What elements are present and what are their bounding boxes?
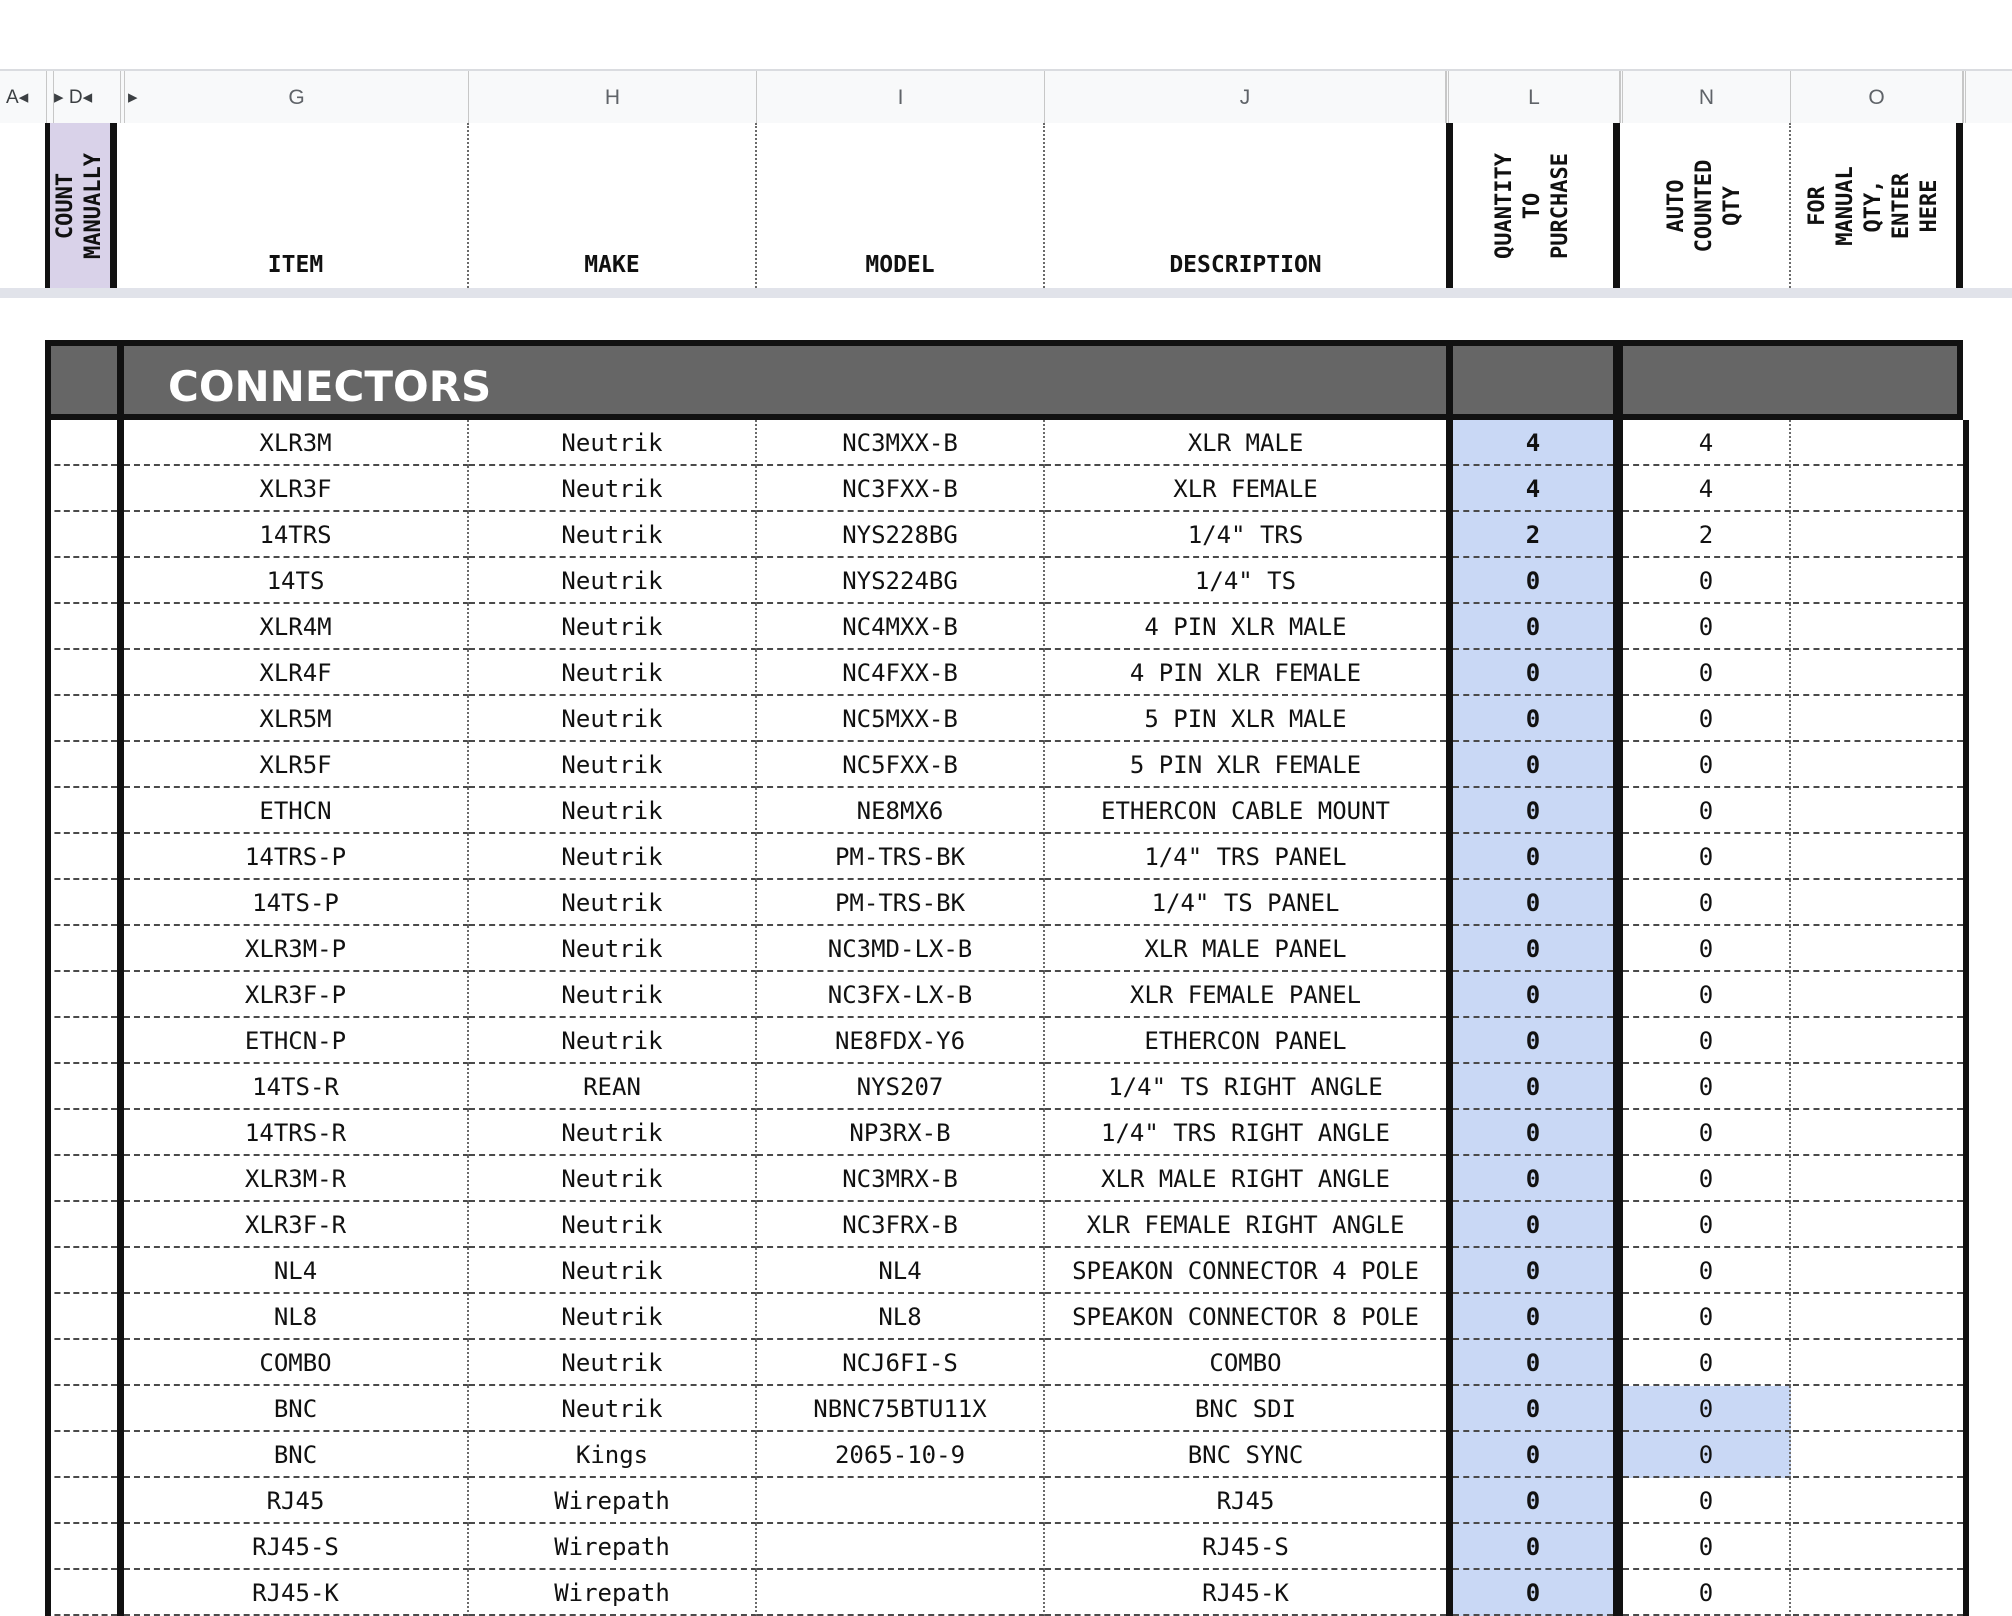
item-cell[interactable]: XLR4F	[124, 650, 469, 696]
quantity-to-purchase-cell[interactable]: 0	[1453, 1064, 1613, 1110]
make-cell[interactable]: Neutrik	[469, 834, 757, 880]
count-manually-cell[interactable]	[45, 788, 117, 834]
make-cell[interactable]: REAN	[469, 1064, 757, 1110]
quantity-to-purchase-cell[interactable]: 4	[1453, 420, 1613, 466]
auto-counted-qty-cell[interactable]: 0	[1623, 1432, 1791, 1478]
expand-right-icon[interactable]: ▸	[128, 87, 138, 108]
quantity-to-purchase-cell[interactable]: 0	[1453, 650, 1613, 696]
model-cell[interactable]: NC3MXX-B	[757, 420, 1045, 466]
description-cell[interactable]: XLR MALE PANEL	[1045, 926, 1446, 972]
item-cell[interactable]: RJ45-S	[124, 1524, 469, 1570]
make-cell[interactable]: Neutrik	[469, 880, 757, 926]
manual-qty-cell[interactable]	[1793, 1432, 1963, 1478]
manual-qty-cell[interactable]	[1793, 742, 1963, 788]
model-cell[interactable]: NL8	[757, 1294, 1045, 1340]
auto-counted-qty-cell[interactable]: 0	[1623, 1064, 1791, 1110]
auto-counted-qty-cell[interactable]: 0	[1623, 650, 1791, 696]
item-cell[interactable]: XLR3F-R	[124, 1202, 469, 1248]
column-border	[1446, 420, 1453, 1616]
auto-counted-qty-cell[interactable]: 0	[1623, 972, 1791, 1018]
auto-counted-qty-cell[interactable]: 0	[1623, 1386, 1791, 1432]
description-cell[interactable]: BNC SDI	[1045, 1386, 1446, 1432]
count-manually-cell[interactable]	[45, 604, 117, 650]
auto-counted-qty-cell[interactable]: 0	[1623, 604, 1791, 650]
make-header[interactable]: MAKE	[469, 123, 757, 288]
table-row	[0, 420, 2012, 466]
description-cell[interactable]: RJ45-K	[1045, 1570, 1446, 1616]
manual-qty-cell[interactable]	[1793, 466, 1963, 512]
divider	[1446, 340, 1453, 420]
model-cell[interactable]: NC4MXX-B	[757, 604, 1045, 650]
make-cell[interactable]: Kings	[469, 1432, 757, 1478]
description-cell[interactable]: SPEAKON CONNECTOR 4 POLE	[1045, 1248, 1446, 1294]
column-group-a[interactable]: A◂	[6, 87, 29, 108]
section-title: CONNECTORS	[168, 362, 492, 411]
column-border	[1613, 420, 1623, 1616]
model-cell[interactable]: NP3RX-B	[757, 1110, 1045, 1156]
table-row	[0, 696, 2012, 742]
make-cell[interactable]: Neutrik	[469, 512, 757, 558]
quantity-to-purchase-cell[interactable]: 0	[1453, 1294, 1613, 1340]
auto-counted-qty-cell[interactable]: 0	[1623, 788, 1791, 834]
table-row	[0, 1432, 2012, 1478]
count-manually-cell[interactable]	[45, 558, 117, 604]
table-row	[0, 1478, 2012, 1524]
make-cell[interactable]: Neutrik	[469, 926, 757, 972]
description-cell[interactable]: 1/4" TS PANEL	[1045, 880, 1446, 926]
manual-qty-cell[interactable]	[1793, 1570, 1963, 1616]
item-cell[interactable]: NL8	[124, 1294, 469, 1340]
manual-qty-cell[interactable]	[1793, 1248, 1963, 1294]
make-cell[interactable]: Neutrik	[469, 788, 757, 834]
model-cell[interactable]: NC3FRX-B	[757, 1202, 1045, 1248]
model-cell[interactable]: NYS224BG	[757, 558, 1045, 604]
make-cell[interactable]: Wirepath	[469, 1478, 757, 1524]
count-manually-cell[interactable]	[45, 1294, 117, 1340]
make-cell[interactable]: Neutrik	[469, 1294, 757, 1340]
manual-qty-header[interactable]: FOR MANUAL QTY, ENTER HERE	[1791, 123, 1963, 288]
auto-counted-qty-cell[interactable]: 4	[1623, 466, 1791, 512]
column-header-i[interactable]: I	[757, 71, 1045, 124]
manual-qty-cell[interactable]	[1793, 1018, 1963, 1064]
count-manually-cell[interactable]	[45, 972, 117, 1018]
auto-counted-qty-cell[interactable]: 0	[1623, 1248, 1791, 1294]
item-cell[interactable]: XLR3M	[124, 420, 469, 466]
make-cell[interactable]: Neutrik	[469, 696, 757, 742]
quantity-to-purchase-cell[interactable]: 0	[1453, 696, 1613, 742]
manual-qty-cell[interactable]	[1793, 420, 1963, 466]
quantity-to-purchase-cell[interactable]: 0	[1453, 1478, 1613, 1524]
quantity-to-purchase-cell[interactable]: 0	[1453, 1202, 1613, 1248]
item-cell[interactable]: COMBO	[124, 1340, 469, 1386]
model-header[interactable]: MODEL	[757, 123, 1045, 288]
column-border	[117, 420, 124, 1616]
auto-counted-qty-header[interactable]: AUTO COUNTED QTY	[1620, 123, 1791, 288]
count-manually-cell[interactable]	[45, 1202, 117, 1248]
manual-qty-cell[interactable]	[1793, 880, 1963, 926]
table-row	[0, 604, 2012, 650]
divider	[117, 340, 124, 420]
item-cell[interactable]: 14TS	[124, 558, 469, 604]
quantity-to-purchase-cell[interactable]: 0	[1453, 1156, 1613, 1202]
description-cell[interactable]: XLR FEMALE RIGHT ANGLE	[1045, 1202, 1446, 1248]
description-cell[interactable]: RJ45-S	[1045, 1524, 1446, 1570]
column-header-n[interactable]: N	[1620, 71, 1791, 124]
make-cell[interactable]: Neutrik	[469, 742, 757, 788]
count-manually-cell[interactable]	[45, 926, 117, 972]
manual-qty-cell[interactable]	[1793, 1478, 1963, 1524]
table-row	[0, 1248, 2012, 1294]
manual-qty-cell[interactable]	[1793, 558, 1963, 604]
frozen-row-divider	[0, 288, 2012, 298]
description-cell[interactable]: 1/4" TRS RIGHT ANGLE	[1045, 1110, 1446, 1156]
model-cell[interactable]: NC3FX-LX-B	[757, 972, 1045, 1018]
quantity-to-purchase-cell[interactable]: 0	[1453, 1386, 1613, 1432]
item-cell[interactable]: XLR5F	[124, 742, 469, 788]
auto-counted-qty-cell[interactable]: 0	[1623, 1570, 1791, 1616]
quantity-to-purchase-cell[interactable]: 0	[1453, 972, 1613, 1018]
item-cell[interactable]: XLR3F-P	[124, 972, 469, 1018]
table-row	[0, 1386, 2012, 1432]
description-cell[interactable]: SPEAKON CONNECTOR 8 POLE	[1045, 1294, 1446, 1340]
table-row	[0, 558, 2012, 604]
manual-qty-cell[interactable]	[1793, 1064, 1963, 1110]
description-cell[interactable]: 1/4" TRS	[1045, 512, 1446, 558]
quantity-to-purchase-header[interactable]: QUANTITY TO PURCHASE	[1446, 123, 1620, 288]
make-cell[interactable]: Neutrik	[469, 1018, 757, 1064]
count-manually-cell[interactable]	[45, 650, 117, 696]
column-divider	[46, 71, 54, 124]
make-cell[interactable]: Neutrik	[469, 972, 757, 1018]
item-cell[interactable]: RJ45	[124, 1478, 469, 1524]
description-cell[interactable]: BNC SYNC	[1045, 1432, 1446, 1478]
description-cell[interactable]: ETHERCON CABLE MOUNT	[1045, 788, 1446, 834]
quantity-to-purchase-cell[interactable]: 0	[1453, 1110, 1613, 1156]
make-cell[interactable]: Neutrik	[469, 1248, 757, 1294]
auto-counted-qty-cell[interactable]: 2	[1623, 512, 1791, 558]
count-manually-cell[interactable]	[45, 1248, 117, 1294]
quantity-to-purchase-cell[interactable]: 4	[1453, 466, 1613, 512]
item-cell[interactable]: 14TRS-P	[124, 834, 469, 880]
table-row	[0, 742, 2012, 788]
item-cell[interactable]: XLR4M	[124, 604, 469, 650]
quantity-to-purchase-cell[interactable]: 2	[1453, 512, 1613, 558]
table-row	[0, 1156, 2012, 1202]
divider	[1613, 340, 1623, 420]
count-manually-cell[interactable]	[45, 1570, 117, 1616]
item-cell[interactable]: NL4	[124, 1248, 469, 1294]
count-manually-cell[interactable]	[45, 1064, 117, 1110]
model-cell[interactable]: NC5MXX-B	[757, 696, 1045, 742]
model-cell[interactable]: NBNC75BTU11X	[757, 1386, 1045, 1432]
table-row	[0, 1202, 2012, 1248]
make-cell[interactable]: Neutrik	[469, 604, 757, 650]
model-cell[interactable]: NYS228BG	[757, 512, 1045, 558]
make-cell[interactable]: Neutrik	[469, 1110, 757, 1156]
model-cell[interactable]: NL4	[757, 1248, 1045, 1294]
manual-qty-cell[interactable]	[1793, 512, 1963, 558]
count-manually-cell[interactable]	[45, 1340, 117, 1386]
connectors-table	[0, 340, 2012, 1607]
column-header-j[interactable]: J	[1045, 71, 1446, 124]
description-cell[interactable]: 4 PIN XLR MALE	[1045, 604, 1446, 650]
quantity-to-purchase-cell[interactable]: 0	[1453, 1018, 1613, 1064]
description-cell[interactable]: XLR FEMALE	[1045, 466, 1446, 512]
description-cell[interactable]: XLR FEMALE PANEL	[1045, 972, 1446, 1018]
quantity-to-purchase-cell[interactable]: 0	[1453, 1248, 1613, 1294]
count-manually-cell[interactable]	[45, 1524, 117, 1570]
count-manually-cell[interactable]	[45, 1018, 117, 1064]
model-cell[interactable]: NE8MX6	[757, 788, 1045, 834]
expand-right-icon[interactable]: ▸	[54, 87, 64, 108]
count-manually-header[interactable]: COUNT MANUALLY	[45, 123, 117, 288]
make-cell[interactable]: Neutrik	[469, 1386, 757, 1432]
make-cell[interactable]: Neutrik	[469, 420, 757, 466]
quantity-to-purchase-cell[interactable]: 0	[1453, 1570, 1613, 1616]
manual-qty-cell[interactable]	[1793, 1294, 1963, 1340]
auto-counted-qty-cell[interactable]: 0	[1623, 1340, 1791, 1386]
table-row	[0, 512, 2012, 558]
quantity-to-purchase-cell[interactable]: 0	[1453, 1432, 1613, 1478]
model-cell[interactable]: NCJ6FI-S	[757, 1340, 1045, 1386]
item-header[interactable]: ITEM	[124, 123, 469, 288]
description-cell[interactable]: 1/4" TS RIGHT ANGLE	[1045, 1064, 1446, 1110]
count-manually-cell[interactable]	[45, 742, 117, 788]
model-cell[interactable]: PM-TRS-BK	[757, 880, 1045, 926]
count-manually-cell[interactable]	[45, 834, 117, 880]
column-header-o[interactable]: O	[1791, 71, 1963, 124]
manual-qty-cell[interactable]	[1793, 834, 1963, 880]
item-cell[interactable]: 14TS-R	[124, 1064, 469, 1110]
table-row	[0, 1340, 2012, 1386]
make-cell[interactable]: Neutrik	[469, 650, 757, 696]
model-cell[interactable]	[757, 1478, 1045, 1524]
description-cell[interactable]: 5 PIN XLR FEMALE	[1045, 742, 1446, 788]
make-cell[interactable]: Neutrik	[469, 1202, 757, 1248]
manual-qty-cell[interactable]	[1793, 650, 1963, 696]
column-header-g[interactable]: G	[124, 71, 469, 124]
description-cell[interactable]: XLR MALE	[1045, 420, 1446, 466]
description-cell[interactable]: COMBO	[1045, 1340, 1446, 1386]
manual-qty-cell[interactable]	[1793, 1156, 1963, 1202]
table-row	[0, 650, 2012, 696]
auto-counted-qty-cell[interactable]: 0	[1623, 1018, 1791, 1064]
auto-counted-qty-cell[interactable]: 0	[1623, 558, 1791, 604]
model-cell[interactable]: 2065-10-9	[757, 1432, 1045, 1478]
count-manually-cell[interactable]	[45, 1432, 117, 1478]
description-cell[interactable]: XLR MALE RIGHT ANGLE	[1045, 1156, 1446, 1202]
manual-qty-cell[interactable]	[1793, 788, 1963, 834]
manual-qty-cell[interactable]	[1793, 604, 1963, 650]
quantity-to-purchase-cell[interactable]: 0	[1453, 880, 1613, 926]
make-cell[interactable]: Neutrik	[469, 466, 757, 512]
item-cell[interactable]: ETHCN-P	[124, 1018, 469, 1064]
table-row	[0, 1570, 2012, 1616]
table-row	[0, 466, 2012, 512]
item-cell[interactable]: XLR3M-R	[124, 1156, 469, 1202]
item-cell[interactable]: 14TRS	[124, 512, 469, 558]
make-cell[interactable]: Wirepath	[469, 1524, 757, 1570]
table-row	[0, 788, 2012, 834]
collapse-left-icon[interactable]: ◂	[82, 87, 93, 108]
description-cell[interactable]: ETHERCON PANEL	[1045, 1018, 1446, 1064]
model-cell[interactable]: PM-TRS-BK	[757, 834, 1045, 880]
count-manually-cell[interactable]	[45, 512, 117, 558]
count-manually-cell[interactable]	[45, 696, 117, 742]
column-border	[45, 420, 51, 1616]
quantity-to-purchase-cell[interactable]: 0	[1453, 788, 1613, 834]
quantity-to-purchase-cell[interactable]: 0	[1453, 558, 1613, 604]
auto-counted-qty-cell[interactable]: 4	[1623, 420, 1791, 466]
model-cell[interactable]	[757, 1524, 1045, 1570]
item-cell[interactable]: RJ45-K	[124, 1570, 469, 1616]
model-cell[interactable]: NC5FXX-B	[757, 742, 1045, 788]
item-cell[interactable]: XLR3M-P	[124, 926, 469, 972]
description-cell[interactable]: 5 PIN XLR MALE	[1045, 696, 1446, 742]
table-row	[0, 926, 2012, 972]
item-cell[interactable]: 14TS-P	[124, 880, 469, 926]
quantity-to-purchase-cell[interactable]: 0	[1453, 604, 1613, 650]
quantity-to-purchase-cell[interactable]: 0	[1453, 742, 1613, 788]
manual-qty-cell[interactable]	[1793, 1202, 1963, 1248]
count-manually-cell[interactable]	[45, 466, 117, 512]
manual-qty-cell[interactable]	[1793, 1340, 1963, 1386]
column-border	[1963, 420, 1969, 1616]
model-cell[interactable]	[757, 1570, 1045, 1616]
item-cell[interactable]: 14TRS-R	[124, 1110, 469, 1156]
quantity-to-purchase-cell[interactable]: 0	[1453, 1524, 1613, 1570]
description-cell[interactable]: 1/4" TS	[1045, 558, 1446, 604]
manual-qty-cell[interactable]	[1793, 696, 1963, 742]
manual-qty-cell[interactable]	[1793, 926, 1963, 972]
description-header[interactable]: DESCRIPTION	[1169, 252, 1322, 278]
collapse-left-icon[interactable]: ◂	[18, 87, 29, 108]
item-cell[interactable]: XLR3F	[124, 466, 469, 512]
auto-counted-qty-cell[interactable]: 0	[1623, 696, 1791, 742]
count-manually-cell[interactable]	[45, 1478, 117, 1524]
count-manually-cell[interactable]	[45, 1110, 117, 1156]
column-header-next[interactable]	[1963, 71, 2012, 124]
model-cell[interactable]: NC3MRX-B	[757, 1156, 1045, 1202]
auto-counted-qty-cell[interactable]: 0	[1623, 1478, 1791, 1524]
column-header-l[interactable]: L	[1446, 71, 1620, 124]
count-manually-cell[interactable]	[45, 420, 117, 466]
auto-counted-qty-cell[interactable]: 0	[1623, 1202, 1791, 1248]
manual-qty-cell[interactable]	[1793, 1524, 1963, 1570]
model-cell[interactable]: NC3FXX-B	[757, 466, 1045, 512]
description-cell[interactable]: RJ45	[1045, 1478, 1446, 1524]
auto-counted-qty-cell[interactable]: 0	[1623, 880, 1791, 926]
count-manually-cell[interactable]	[45, 1386, 117, 1432]
model-cell[interactable]: NE8FDX-Y6	[757, 1018, 1045, 1064]
description-cell[interactable]: 4 PIN XLR FEMALE	[1045, 650, 1446, 696]
header-row	[0, 123, 2012, 288]
manual-qty-cell[interactable]	[1793, 1110, 1963, 1156]
auto-counted-qty-cell[interactable]: 0	[1623, 1110, 1791, 1156]
description-cell[interactable]: 1/4" TRS PANEL	[1045, 834, 1446, 880]
column-header-bar	[0, 69, 2012, 125]
auto-counted-qty-cell[interactable]: 0	[1623, 1294, 1791, 1340]
auto-counted-qty-cell[interactable]: 0	[1623, 1156, 1791, 1202]
column-header-h[interactable]: H	[469, 71, 757, 124]
model-cell[interactable]: NC3MD-LX-B	[757, 926, 1045, 972]
table-row	[0, 834, 2012, 880]
count-manually-cell[interactable]	[45, 1156, 117, 1202]
model-cell[interactable]: NYS207	[757, 1064, 1045, 1110]
item-cell[interactable]: BNC	[124, 1386, 469, 1432]
item-cell[interactable]: XLR5M	[124, 696, 469, 742]
table-row	[0, 1524, 2012, 1570]
make-cell[interactable]: Wirepath	[469, 1570, 757, 1616]
quantity-to-purchase-cell[interactable]: 0	[1453, 1340, 1613, 1386]
auto-counted-qty-cell[interactable]: 0	[1623, 926, 1791, 972]
column-group-d[interactable]: ▸ D◂	[54, 87, 93, 108]
table-row	[0, 1064, 2012, 1110]
table-row	[0, 1018, 2012, 1064]
auto-counted-qty-cell[interactable]: 0	[1623, 834, 1791, 880]
table-row	[0, 880, 2012, 926]
item-cell[interactable]: BNC	[124, 1432, 469, 1478]
make-cell[interactable]: Neutrik	[469, 1340, 757, 1386]
table-row	[0, 1110, 2012, 1156]
manual-qty-cell[interactable]	[1793, 972, 1963, 1018]
auto-counted-qty-cell[interactable]: 0	[1623, 742, 1791, 788]
manual-qty-cell[interactable]	[1793, 1386, 1963, 1432]
model-cell[interactable]: NC4FXX-B	[757, 650, 1045, 696]
count-manually-cell[interactable]	[45, 880, 117, 926]
item-cell[interactable]: ETHCN	[124, 788, 469, 834]
make-cell[interactable]: Neutrik	[469, 558, 757, 604]
quantity-to-purchase-cell[interactable]: 0	[1453, 834, 1613, 880]
table-row	[0, 1294, 2012, 1340]
table-row	[0, 972, 2012, 1018]
quantity-to-purchase-cell[interactable]: 0	[1453, 926, 1613, 972]
auto-counted-qty-cell[interactable]: 0	[1623, 1524, 1791, 1570]
make-cell[interactable]: Neutrik	[469, 1156, 757, 1202]
